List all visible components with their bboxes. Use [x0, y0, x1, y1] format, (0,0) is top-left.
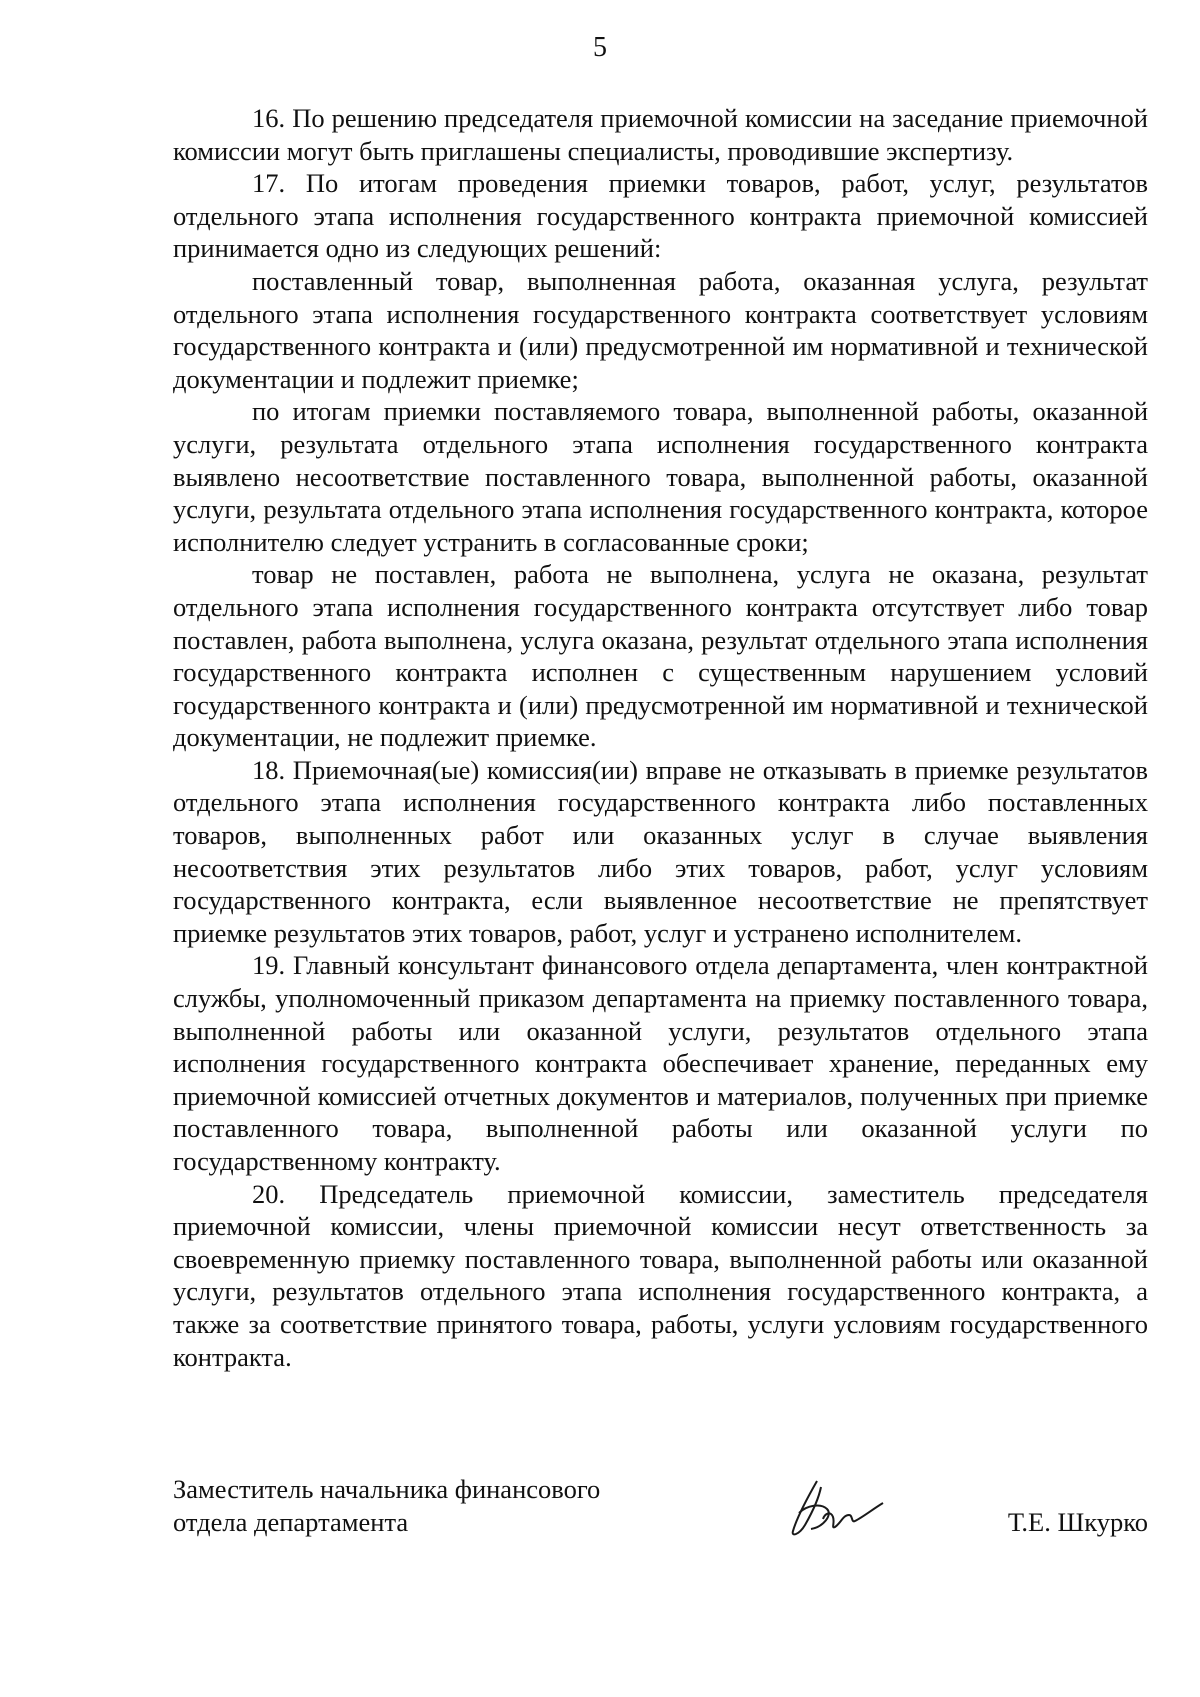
paragraph-17: 17. По итогам проведения приемки товаров, работ, услуг, результатов отдельного этапа исполнения государственного контракта приемочной комиссией принимается одно из следующих решений:: [173, 168, 1148, 264]
paragraph-16: 16. По решению председателя приемочной комиссии на заседание приемочной комиссии могут быть приглашены специалисты, проводившие экспертизу.: [173, 103, 1148, 166]
signature-block: [173, 1473, 1148, 1553]
signatory-position-line-1: Заместитель начальника финансового: [173, 1474, 601, 1504]
signatory-name: Т.Е. Шкурко: [1007, 1507, 1148, 1537]
handwritten-signature: [779, 1473, 889, 1543]
signatory-position: [173, 1473, 600, 1538]
paragraph-20: 20. Председатель приемочной комиссии, заместитель председателя приемочной комиссии, члены приемочной комиссии несут ответственность за своевременную приемку поставленного товара, выполненной работы или оказанной услуги, результатов отдельного этапа исполнения государственного контракта, а также за соответствие принятого товара, работы, услуги условиям государственного контракта.: [173, 1178, 1148, 1372]
paragraph-18: 18. Приемочная(ые) комиссия(ии) вправе не отказывать в приемке результатов отдельного этапа исполнения государственного контракта либо поставленных товаров, выполненных работ или оказанных услуг в случае выявления несоответствия этих результатов либо этих товаров, работ, услуг условиям государственного контракта, если выявленное несоответствие не препятствует приемке результатов этих товаров, работ, услуг и устранено исполнителем.: [173, 754, 1148, 948]
paragraph-19: 19. Главный консультант финансового отдела департамента, член контрактной службы, уполномоченный приказом департамента на приемку поставленного товара, выполненной работы или оказанной услуги, результатов отдельного этапа исполнения государственного контракта обеспечивает хранение, переданных ему приемочной комиссией отчетных документов и материалов, полученных при приемке поставленного товара, выполненной работы или оказанной услуги по государственному контракту.: [173, 950, 1148, 1176]
decision-option-rejected: товар не поставлен, работа не выполнена, услуга не оказана, результат отдельного этапа исполнения государственного контракта отсутствует либо товар поставлен, работа выполнена, услуга оказана, результат отдельного этапа исполнения государственного контракта исполнен с существенным нарушением условий государственного контракта и (или) предусмотренной им нормативной и технической документации, не подлежит приемке.: [173, 559, 1148, 753]
decision-option-accepted: поставленный товар, выполненная работа, оказанная услуга, результат отдельного этапа исполнения государственного контракта соответствует условиям государственного контракта и (или) предусмотренной им нормативной и технической документации и подлежит приемке;: [173, 265, 1148, 394]
decision-option-nonconformity: по итогам приемки поставляемого товара, выполненной работы, оказанной услуги, результата отдельного этапа исполнения государственного контракта выявлено несоответствие поставленного товара, выполненной работы, оказанной услуги, результата отдельного этапа исполнения государственного контракта, которое исполнителю следует устранить в согласованные сроки;: [173, 396, 1148, 557]
document-body: [173, 102, 1148, 1373]
page-number: 5: [593, 32, 607, 63]
signatory-position-line-2: отдела департамента: [173, 1506, 409, 1537]
